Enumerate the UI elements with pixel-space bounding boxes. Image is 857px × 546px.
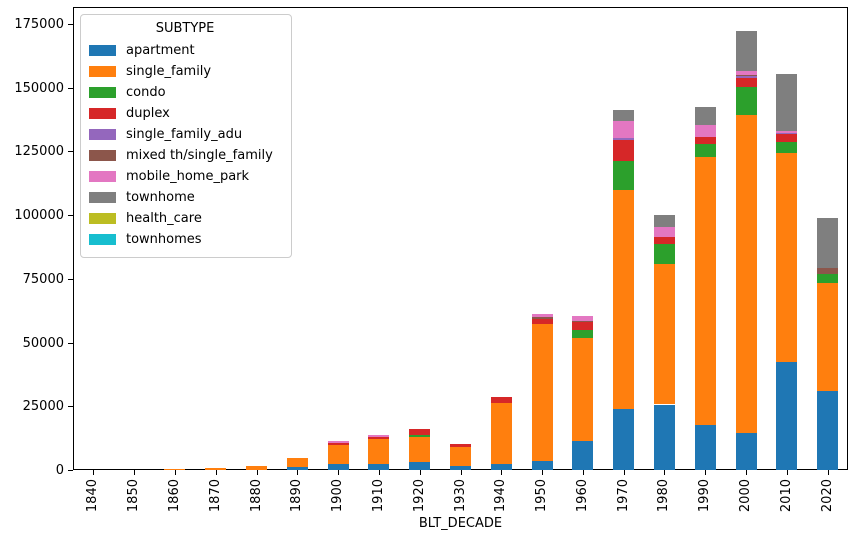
x-tick-mark [828, 470, 829, 475]
x-tick-label: 1920 [411, 479, 427, 513]
legend-item [89, 103, 281, 124]
legend-item [89, 145, 281, 166]
bar-segment-duplex [695, 137, 716, 144]
bar-segment-single-family [287, 458, 308, 467]
x-tick-mark [461, 470, 462, 475]
legend-item [89, 166, 281, 187]
x-tick-mark [420, 470, 421, 475]
bar-segment-mobile-home-park [736, 71, 757, 75]
x-tick-label: 1940 [493, 479, 509, 513]
x-tick-label: 1850 [126, 479, 142, 513]
bar-segment-single-family [491, 403, 512, 464]
legend-item [89, 187, 281, 208]
x-tick-mark [787, 470, 788, 475]
bar-segment-townhome [613, 110, 634, 121]
bar-segment-mobile-home-park [328, 441, 349, 443]
legend-label: townhome [126, 190, 195, 205]
bar-segment-mobile-home-park [532, 314, 553, 317]
legend-item [89, 82, 281, 103]
bar-segment-condo [613, 161, 634, 190]
legend-label: apartment [126, 43, 195, 58]
bar-segment-townhome [654, 215, 675, 227]
y-tick-mark [68, 24, 73, 25]
bar-segment-single-family [736, 115, 757, 433]
x-tick-mark [746, 470, 747, 475]
bar-segment-single-family-adu [776, 133, 797, 134]
bar-segment-apartment [817, 391, 838, 470]
bar-segment-mixed-th-single-family [736, 75, 757, 76]
bar-segment-condo [776, 142, 797, 154]
bar-segment-condo [736, 87, 757, 115]
y-tick-label: 100000 [14, 208, 64, 224]
bar-segment-single-family [654, 264, 675, 405]
legend-swatch-single-family [89, 66, 116, 77]
y-tick-label: 125000 [14, 144, 64, 160]
legend [80, 14, 292, 258]
bar-segment-duplex [736, 78, 757, 86]
bar-segment-single-family [409, 437, 430, 462]
y-tick-label: 150000 [14, 80, 64, 96]
legend-swatch-apartment [89, 45, 116, 56]
x-tick-mark [93, 470, 94, 475]
x-tick-mark [664, 470, 665, 475]
legend-title: SUBTYPE [155, 21, 215, 36]
y-tick-label: 175000 [14, 17, 64, 32]
x-tick-label: 1980 [656, 479, 672, 513]
x-tick-mark [379, 470, 380, 475]
bar-segment-duplex [776, 134, 797, 142]
bar-segment-duplex [572, 322, 593, 330]
legend-swatch-mixed-th-single-family [89, 150, 116, 161]
bar-segment-duplex [328, 443, 349, 445]
bar-segment-single-family [572, 338, 593, 441]
bar-segment-duplex [491, 397, 512, 403]
x-tick-label: 1970 [615, 479, 631, 513]
x-axis-title: BLT_DECADE [418, 516, 503, 531]
bar-segment-single-family [613, 190, 634, 409]
bar-segment-condo [572, 330, 593, 338]
bar-segment-apartment [695, 425, 716, 470]
bar-segment-apartment [409, 462, 430, 470]
legend-label: condo [126, 85, 166, 100]
bar-segment-single-family-adu [736, 76, 757, 78]
bar-segment-townhome [736, 31, 757, 72]
x-tick-label: 1870 [207, 479, 223, 513]
bar-segment-duplex [532, 319, 553, 324]
bar-segment-mobile-home-park [368, 435, 389, 437]
legend-item [89, 40, 281, 61]
legend-item [89, 208, 281, 229]
x-tick-mark [257, 470, 258, 475]
legend-swatch-single-family-adu [89, 129, 116, 140]
legend-label: mobile_home_park [126, 169, 250, 184]
x-tick-label: 1960 [574, 479, 590, 513]
legend-label: single_family [126, 64, 212, 79]
legend-label: townhomes [126, 232, 202, 247]
legend-swatch-mobile-home-park [89, 171, 116, 182]
bar-segment-duplex [450, 444, 471, 447]
x-tick-label: 1990 [697, 479, 713, 513]
y-tick-mark [68, 88, 73, 89]
bar-segment-townhome [817, 218, 838, 268]
bar-segment-condo [695, 144, 716, 157]
x-tick-label: 1930 [452, 479, 468, 513]
legend-item [89, 124, 281, 145]
x-tick-label: 2010 [778, 479, 794, 513]
y-tick-mark [68, 343, 73, 344]
bar-segment-apartment [613, 409, 634, 470]
bar-segment-apartment [736, 433, 757, 470]
bar-segment-duplex [654, 237, 675, 244]
bar-segment-apartment [776, 362, 797, 470]
y-tick-mark [68, 470, 73, 471]
bar-segment-apartment [654, 405, 675, 470]
bar-segment-single-family [532, 324, 553, 460]
y-tick-mark [68, 406, 73, 407]
x-tick-label: 1840 [85, 479, 101, 513]
legend-item [89, 229, 281, 250]
x-tick-mark [338, 470, 339, 475]
x-tick-mark [542, 470, 543, 475]
bar-segment-single-family [695, 157, 716, 425]
x-tick-mark [583, 470, 584, 475]
x-tick-mark [501, 470, 502, 475]
bar-segment-single-family [368, 439, 389, 464]
legend-swatch-condo [89, 87, 116, 98]
bar-segment-apartment [532, 461, 553, 470]
x-tick-mark [705, 470, 706, 475]
legend-swatch-townhome [89, 192, 116, 203]
legend-swatch-health-care [89, 213, 116, 224]
y-tick-label: 50000 [22, 335, 64, 351]
legend-label: duplex [126, 106, 170, 121]
y-tick-mark [68, 151, 73, 152]
y-tick-label: 0 [55, 463, 64, 478]
legend-items [89, 40, 281, 250]
legend-swatch-townhomes [89, 234, 116, 245]
bar-segment-mixed-th-single-family [532, 317, 553, 319]
x-tick-mark [175, 470, 176, 475]
bar-segment-single-family [817, 283, 838, 390]
x-tick-label: 1860 [166, 479, 182, 513]
y-tick-label: 25000 [22, 399, 64, 415]
x-tick-mark [216, 470, 217, 475]
bar-segment-single-family [450, 447, 471, 466]
bar-segment-mobile-home-park [776, 131, 797, 133]
y-tick-mark [68, 279, 73, 280]
bar-segment-townhome [776, 74, 797, 131]
x-tick-label: 1890 [289, 479, 305, 513]
y-tick-mark [68, 215, 73, 216]
bar-segment-mobile-home-park [572, 316, 593, 321]
x-tick-mark [297, 470, 298, 475]
legend-label: health_care [126, 211, 202, 226]
x-tick-label: 2000 [738, 479, 754, 513]
bar-segment-duplex [409, 429, 430, 435]
bar-segment-condo [817, 274, 838, 284]
bar-segment-duplex [368, 437, 389, 439]
legend-swatch-duplex [89, 108, 116, 119]
bar-segment-mixed-th-single-family [572, 321, 593, 322]
legend-label: single_family_adu [126, 127, 243, 142]
y-tick-label: 75000 [22, 271, 64, 287]
bar-segment-duplex [613, 140, 634, 161]
x-tick-label: 2020 [819, 479, 835, 513]
bar-segment-mobile-home-park [613, 121, 634, 138]
bar-segment-townhome [695, 107, 716, 125]
bar-segment-mobile-home-park [654, 227, 675, 237]
bar-segment-single-family [776, 153, 797, 361]
legend-label: mixed th/single_family [126, 148, 273, 163]
bar-segment-condo [654, 244, 675, 264]
x-tick-label: 1950 [534, 479, 550, 513]
bar-segment-condo [409, 435, 430, 437]
bar-segment-single-family-adu [613, 138, 634, 140]
legend-item [89, 61, 281, 82]
x-tick-mark [134, 470, 135, 475]
x-tick-mark [624, 470, 625, 475]
x-tick-label: 1900 [330, 479, 346, 513]
bar-segment-mixed-th-single-family [817, 268, 838, 273]
bar-segment-apartment [572, 441, 593, 470]
x-tick-label: 1910 [370, 479, 386, 513]
x-tick-label: 1880 [248, 479, 264, 513]
bar-segment-mobile-home-park [695, 125, 716, 137]
bar-segment-single-family [328, 445, 349, 464]
